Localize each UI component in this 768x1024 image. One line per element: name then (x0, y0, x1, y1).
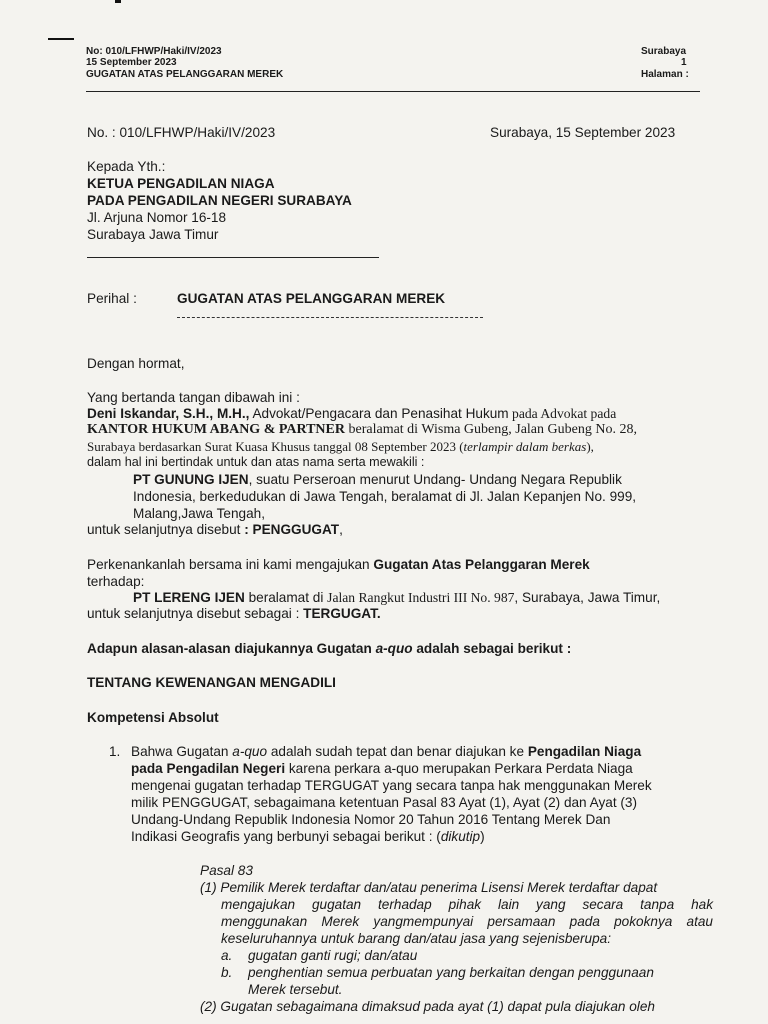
intro-line-2 (87, 405, 616, 422)
point-1-line-6 (131, 828, 485, 845)
scan-mark-top (48, 38, 74, 40)
reasons-heading (87, 640, 571, 657)
penggugat-alias: : PENGGUGAT (244, 522, 340, 537)
tergugat-line-2 (87, 605, 381, 622)
header-city: Surabaya (641, 46, 687, 57)
perihal-dashed-underline (177, 317, 483, 318)
point-1-court: Pengadilan Niaga (527, 744, 642, 759)
recipient-address-2: Surabaya Jawa Timur (87, 227, 219, 242)
penggugat-desc: , suatu Perseroan menurut Undang- Undang Negara Republik (248, 472, 622, 487)
tergugat-street: Jalan Rangkut Industri III No. 987 (327, 590, 515, 605)
header-page-number: 1 (681, 57, 687, 68)
tergugat-name: PT LERENG IJEN (133, 590, 245, 605)
attachment-note-close: ), (586, 439, 594, 454)
tergugat-address-prefix: beralamat di (244, 590, 328, 605)
point-1-text-a: Bahwa Gugatan (131, 744, 233, 759)
penggugat-line-2: Indonesia, berkedudukan di Jawa Tengah, beralamat di Jl. Jalan Kepanjen No. 999, (133, 489, 637, 504)
penggugat-line-4 (87, 521, 343, 538)
quote-p2-line-1: (2) Gugatan sebagaimana dimaksud pada ayat (1) dapat pula diajukan oleh (200, 999, 655, 1014)
petition-line-1 (87, 556, 590, 573)
perihal-value: GUGATAN ATAS PELANGGARAN MEREK (177, 291, 446, 306)
point-1-text-c: karena perkara a-quo merupakan Perkara Perdata Niaga (285, 761, 633, 776)
advocate-firm-prefix: pada Advokat pada (508, 406, 617, 421)
petition-text: Perkenankanlah bersama ini kami mengajukan (87, 557, 374, 572)
quote-p1-line-4: keseluruhannya untuk barang dan/atau jasa yang sejenisberupa: (221, 931, 611, 946)
law-firm-address: beralamat di Wisma Gubeng, Jalan Gubeng No. 28, (345, 422, 637, 437)
penggugat-line-1 (133, 471, 622, 488)
power-of-attorney-text: Surabaya berdasarkan Surat Kuasa Khusus tanggal 08 September 2023 ( (87, 439, 464, 454)
header-date: 15 September 2023 (86, 57, 177, 68)
point-1-court-2: pada Pengadilan Negeri (131, 761, 286, 776)
quote-item-a-text: gugatan ganti rugi; dan/atau (248, 948, 418, 963)
tergugat-alias: TERGUGAT. (303, 606, 381, 621)
quote-item-a-label: a. (221, 948, 233, 963)
header-number: No: 010/LFHWP/Haki/IV/2023 (86, 46, 222, 57)
quote-p1-line-1: (1) Pemilik Merek terdaftar dan/atau penerima Lisensi Merek terdaftar dapat (200, 880, 658, 895)
penggugat-line-3: Malang,Jawa Tengah, (133, 506, 266, 521)
point-1-aquo: a-quo (232, 744, 268, 759)
intro-line-5: dalam hal ini bertindak untuk dan atas nama serta mewakili : (87, 455, 425, 469)
intro-line-4 (87, 438, 594, 455)
petition-subject: Gugatan Atas Pelanggaran Merek (373, 557, 590, 572)
point-1-text-b: adalah sudah tepat dan benar diajukan ke (267, 744, 528, 759)
advocate-role: Advokat/Pengacara dan Penasihat Hukum (249, 406, 509, 421)
header-subject: GUGATAN ATAS PELANGGARAN MEREK (86, 69, 284, 80)
subsection-title: Kompetensi Absolut (87, 710, 219, 725)
recipient-line-1: KETUA PENGADILAN NIAGA (87, 176, 275, 191)
quote-p1-line-3: menggunakan Merek yangmempunyai persamaan pada pokoknya atau (221, 914, 713, 929)
advocate-name: Deni Iskandar, S.H., M.H., (87, 406, 250, 421)
quote-p1-line-2: mengajukan gugatan terhadap pihak lain yang secara tanpa hak (221, 897, 713, 912)
point-1-dikutip: dikutip (440, 829, 481, 844)
point-1-text-d: Indikasi Geografis yang berbunyi sebagai berikut : ( (131, 829, 441, 844)
point-1-line-4: milik PENGGUGAT, sebagaimana ketentuan Pasal 83 Ayat (1), Ayat (2) dan Ayat (3) (131, 795, 637, 810)
point-1-line-5: Undang-Undang Republik Indonesia Nomor 20 Tahun 2016 Tentang Merek Dan (131, 812, 611, 827)
penggugat-alias-comma: , (339, 522, 343, 537)
attachment-note: terlampir dalam berkas (463, 439, 587, 454)
recipient-address-1: Jl. Arjuna Nomor 16-18 (87, 210, 227, 225)
petition-line-2: terhadap: (87, 574, 145, 589)
quote-item-b-line-1: penghentian semua perbuatan yang berkaitan dengan penggunaan (248, 965, 654, 980)
intro-line-1: Yang bertanda tangan dibawah ini : (87, 390, 300, 405)
header-page-label: Halaman : (641, 69, 689, 80)
reasons-text-end: adalah sebagai berikut : (412, 641, 572, 656)
header-rule (86, 91, 700, 92)
quote-item-b-line-2: Merek tersebut. (248, 982, 343, 997)
penggugat-name: PT GUNUNG IJEN (133, 472, 249, 487)
reasons-text: Adapun alasan-alasan diajukannya Gugatan (87, 641, 376, 656)
scan-mark-corner (115, 0, 121, 3)
recipient-line-2: PADA PENGADILAN NEGERI SURABAYA (87, 193, 352, 208)
penggugat-alias-prefix: untuk selanjutnya disebut (87, 522, 245, 537)
point-1-line-1 (131, 743, 641, 760)
reasons-aquo: a-quo (375, 641, 413, 656)
point-1-line-3: mengenai gugatan terhadap TERGUGAT yang secara tanpa hak menggunakan Merek (131, 778, 652, 793)
letter-number: No. : 010/LFHWP/Haki/IV/2023 (87, 125, 276, 140)
tergugat-city: , Surabaya, Jawa Timur, (514, 590, 661, 605)
recipient-salutation: Kepada Yth.: (87, 159, 166, 174)
point-1-line-2 (131, 760, 633, 777)
recipient-underline (87, 257, 379, 258)
quote-item-b-label: b. (221, 965, 233, 980)
perihal-label: Perihal : (87, 291, 137, 306)
intro-line-3 (87, 421, 637, 438)
greeting: Dengan hormat, (87, 356, 185, 371)
quote-title: Pasal 83 (200, 863, 253, 878)
letter-place-date: Surabaya, 15 September 2023 (490, 125, 676, 140)
law-firm-name: KANTOR HUKUM ABANG & PARTNER (87, 422, 345, 437)
tergugat-line-1 (133, 589, 660, 606)
tergugat-alias-prefix: untuk selanjutnya disebut sebagai : (87, 606, 304, 621)
point-1-text-e: ) (480, 829, 485, 844)
point-1-number: 1. (109, 744, 121, 759)
section-title: TENTANG KEWENANGAN MENGADILI (87, 675, 336, 690)
